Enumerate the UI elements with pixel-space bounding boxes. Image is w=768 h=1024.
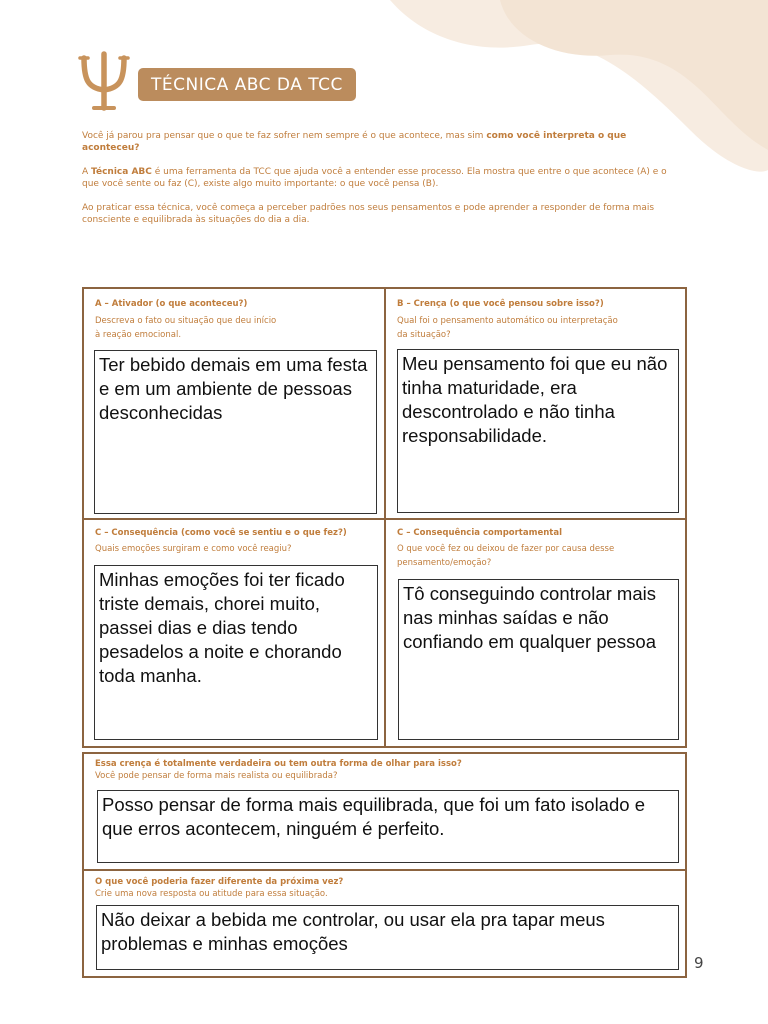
page-title: TÉCNICA ABC DA TCC: [138, 68, 356, 101]
reflection-divider: [84, 869, 685, 871]
section-c2-answer-text: Tô conseguindo controlar mais nas minhas saídas e não confiando em qualquer pessoa: [403, 583, 657, 652]
abc-grid: [82, 287, 687, 748]
section-c1-answer-field[interactable]: [94, 565, 378, 740]
section-e-answer-field[interactable]: [96, 905, 679, 970]
intro-paragraph-1: Você já parou pra pensar que o que te faz sofrer nem sempre é o que acontece, mas sim como você interpreta o que aconteceu?: [82, 131, 627, 153]
intro-paragraph-3: Ao praticar essa técnica, você começa a perceber padrões nos seus pensamentos e pode aprender a responder de forma mais consciente e equilibrada às situações do dia a dia.: [82, 203, 655, 225]
section-e-subtitle: Crie uma nova resposta ou atitude para essa situação.: [95, 889, 328, 899]
psi-logo-icon: [78, 50, 130, 112]
section-c2-subtitle: O que você fez ou deixou de fazer por causa desse pensamento/emoção?: [397, 544, 615, 568]
section-b-answer-text: Meu pensamento foi que eu não tinha maturidade, era descontrolado e não tinha responsabilidade.: [402, 353, 668, 446]
section-b-title: B – Crença (o que você pensou sobre isso?): [397, 299, 604, 309]
grid-divider-horizontal: [84, 518, 685, 520]
section-e-answer-text: Não deixar a bebida me controlar, ou usar ela pra tapar meus problemas e minhas emoções: [101, 909, 605, 954]
intro-text: [82, 130, 682, 238]
section-d-answer-field[interactable]: [97, 790, 679, 863]
section-c2-answer-field[interactable]: [398, 579, 679, 740]
page-number: 9: [694, 954, 704, 972]
section-d-title: Essa crença é totalmente verdadeira ou tem outra forma de olhar para isso?: [95, 759, 462, 769]
section-c1-subtitle: Quais emoções surgiram e como você reagiu?: [95, 544, 292, 554]
section-d-answer-text: Posso pensar de forma mais equilibrada, que foi um fato isolado e que erros acontecem, ninguém é perfeito.: [102, 794, 645, 839]
intro-paragraph-2: A Técnica ABC é uma ferramenta da TCC que ajuda você a entender esse processo. Ela mostra que entre o que acontece (A) e o que você sente ou faz (C), existe algo muito importante: o que você pensa (B).: [82, 167, 667, 189]
section-a-answer-text: Ter bebido demais em uma festa e em um ambiente de pessoas desconhecidas: [99, 354, 368, 423]
section-b-answer-field[interactable]: [397, 349, 679, 513]
reflection-box: [82, 752, 687, 978]
section-a-title: A – Ativador (o que aconteceu?): [95, 299, 248, 309]
section-d-subtitle: Você pode pensar de forma mais realista ou equilibrada?: [95, 771, 338, 781]
section-b-subtitle: Qual foi o pensamento automático ou interpretação da situação?: [397, 316, 618, 340]
section-a-answer-field[interactable]: [94, 350, 377, 514]
section-a-subtitle: Descreva o fato ou situação que deu início à reação emocional.: [95, 316, 277, 340]
section-e-title: O que você poderia fazer diferente da próxima vez?: [95, 877, 344, 887]
section-c1-title: C – Consequência (como você se sentiu e o que fez?): [95, 528, 347, 538]
section-c1-answer-text: Minhas emoções foi ter ficado triste demais, chorei muito, passei dias e dias tendo pesadelos a noite e chorando toda manha.: [99, 569, 345, 686]
section-c2-title: C – Consequência comportamental: [397, 528, 562, 538]
